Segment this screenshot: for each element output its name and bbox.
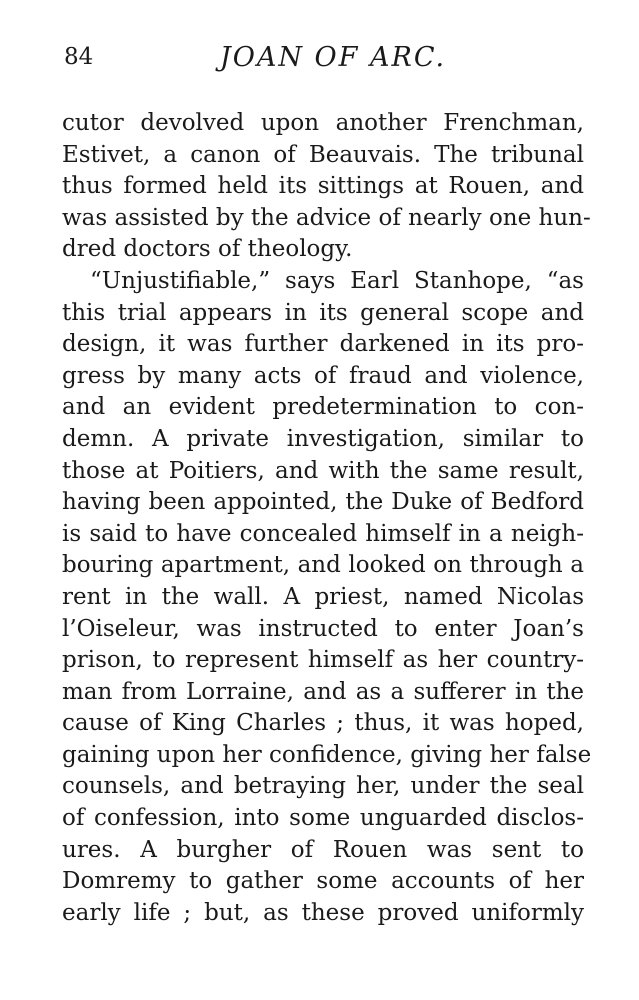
text-line: rent in the wall. A priest, named Nicolas	[62, 583, 584, 610]
text-line: this trial appears in its general scope and	[62, 299, 584, 326]
text-line: prison, to represent himself as her country-	[62, 647, 584, 674]
body-text	[62, 108, 592, 929]
text-line: man from Lorraine, and as a sufferer in the	[62, 678, 584, 705]
text-line: counsels, and betraying her, under the seal	[62, 773, 584, 800]
text-line: ures. A burgher of Rouen was sent to	[62, 836, 584, 863]
text-line: bouring apartment, and looked on through a	[62, 552, 584, 579]
text-line: Domremy to gather some accounts of her	[62, 868, 584, 895]
page-number: 84	[64, 44, 94, 70]
text-line: cutor devolved upon another Frenchman,	[62, 110, 584, 136]
text-line: early life ; but, as these proved uniformly	[62, 899, 584, 926]
text-line: Estivet, a canon of Beauvais. The tribunal	[62, 141, 584, 168]
text-line: of confession, into some unguarded disclos-	[62, 805, 584, 832]
text-line: thus formed held its sittings at Rouen, and	[62, 173, 584, 200]
text-line: is said to have concealed himself in a neigh-	[62, 520, 584, 547]
text-line: those at Poitiers, and with the same result,	[62, 457, 584, 484]
text-line: and an evident predetermination to con-	[62, 394, 584, 421]
text-line: “Unjustifiable,” says Earl Stanhope, “as	[90, 267, 584, 294]
text-line: having been appointed, the Duke of Bedford	[62, 489, 584, 516]
running-head	[60, 40, 580, 80]
text-line: was assisted by the advice of nearly one hun-	[62, 204, 591, 231]
text-line: l’Oiseleur, was instructed to enter Joan’s	[62, 615, 584, 642]
text-line: design, it was further darkened in its pro-	[62, 331, 584, 358]
text-line: gaining upon her confidence, giving her false	[62, 741, 592, 768]
text-line: dred doctors of theology.	[62, 236, 353, 263]
text-line: gress by many acts of fraud and violence,	[62, 362, 584, 389]
text-line: cause of King Charles ; thus, it was hoped,	[62, 710, 584, 737]
running-title: JOAN OF ARC.	[219, 42, 447, 73]
text-line: demn. A private investigation, similar to	[62, 425, 584, 452]
